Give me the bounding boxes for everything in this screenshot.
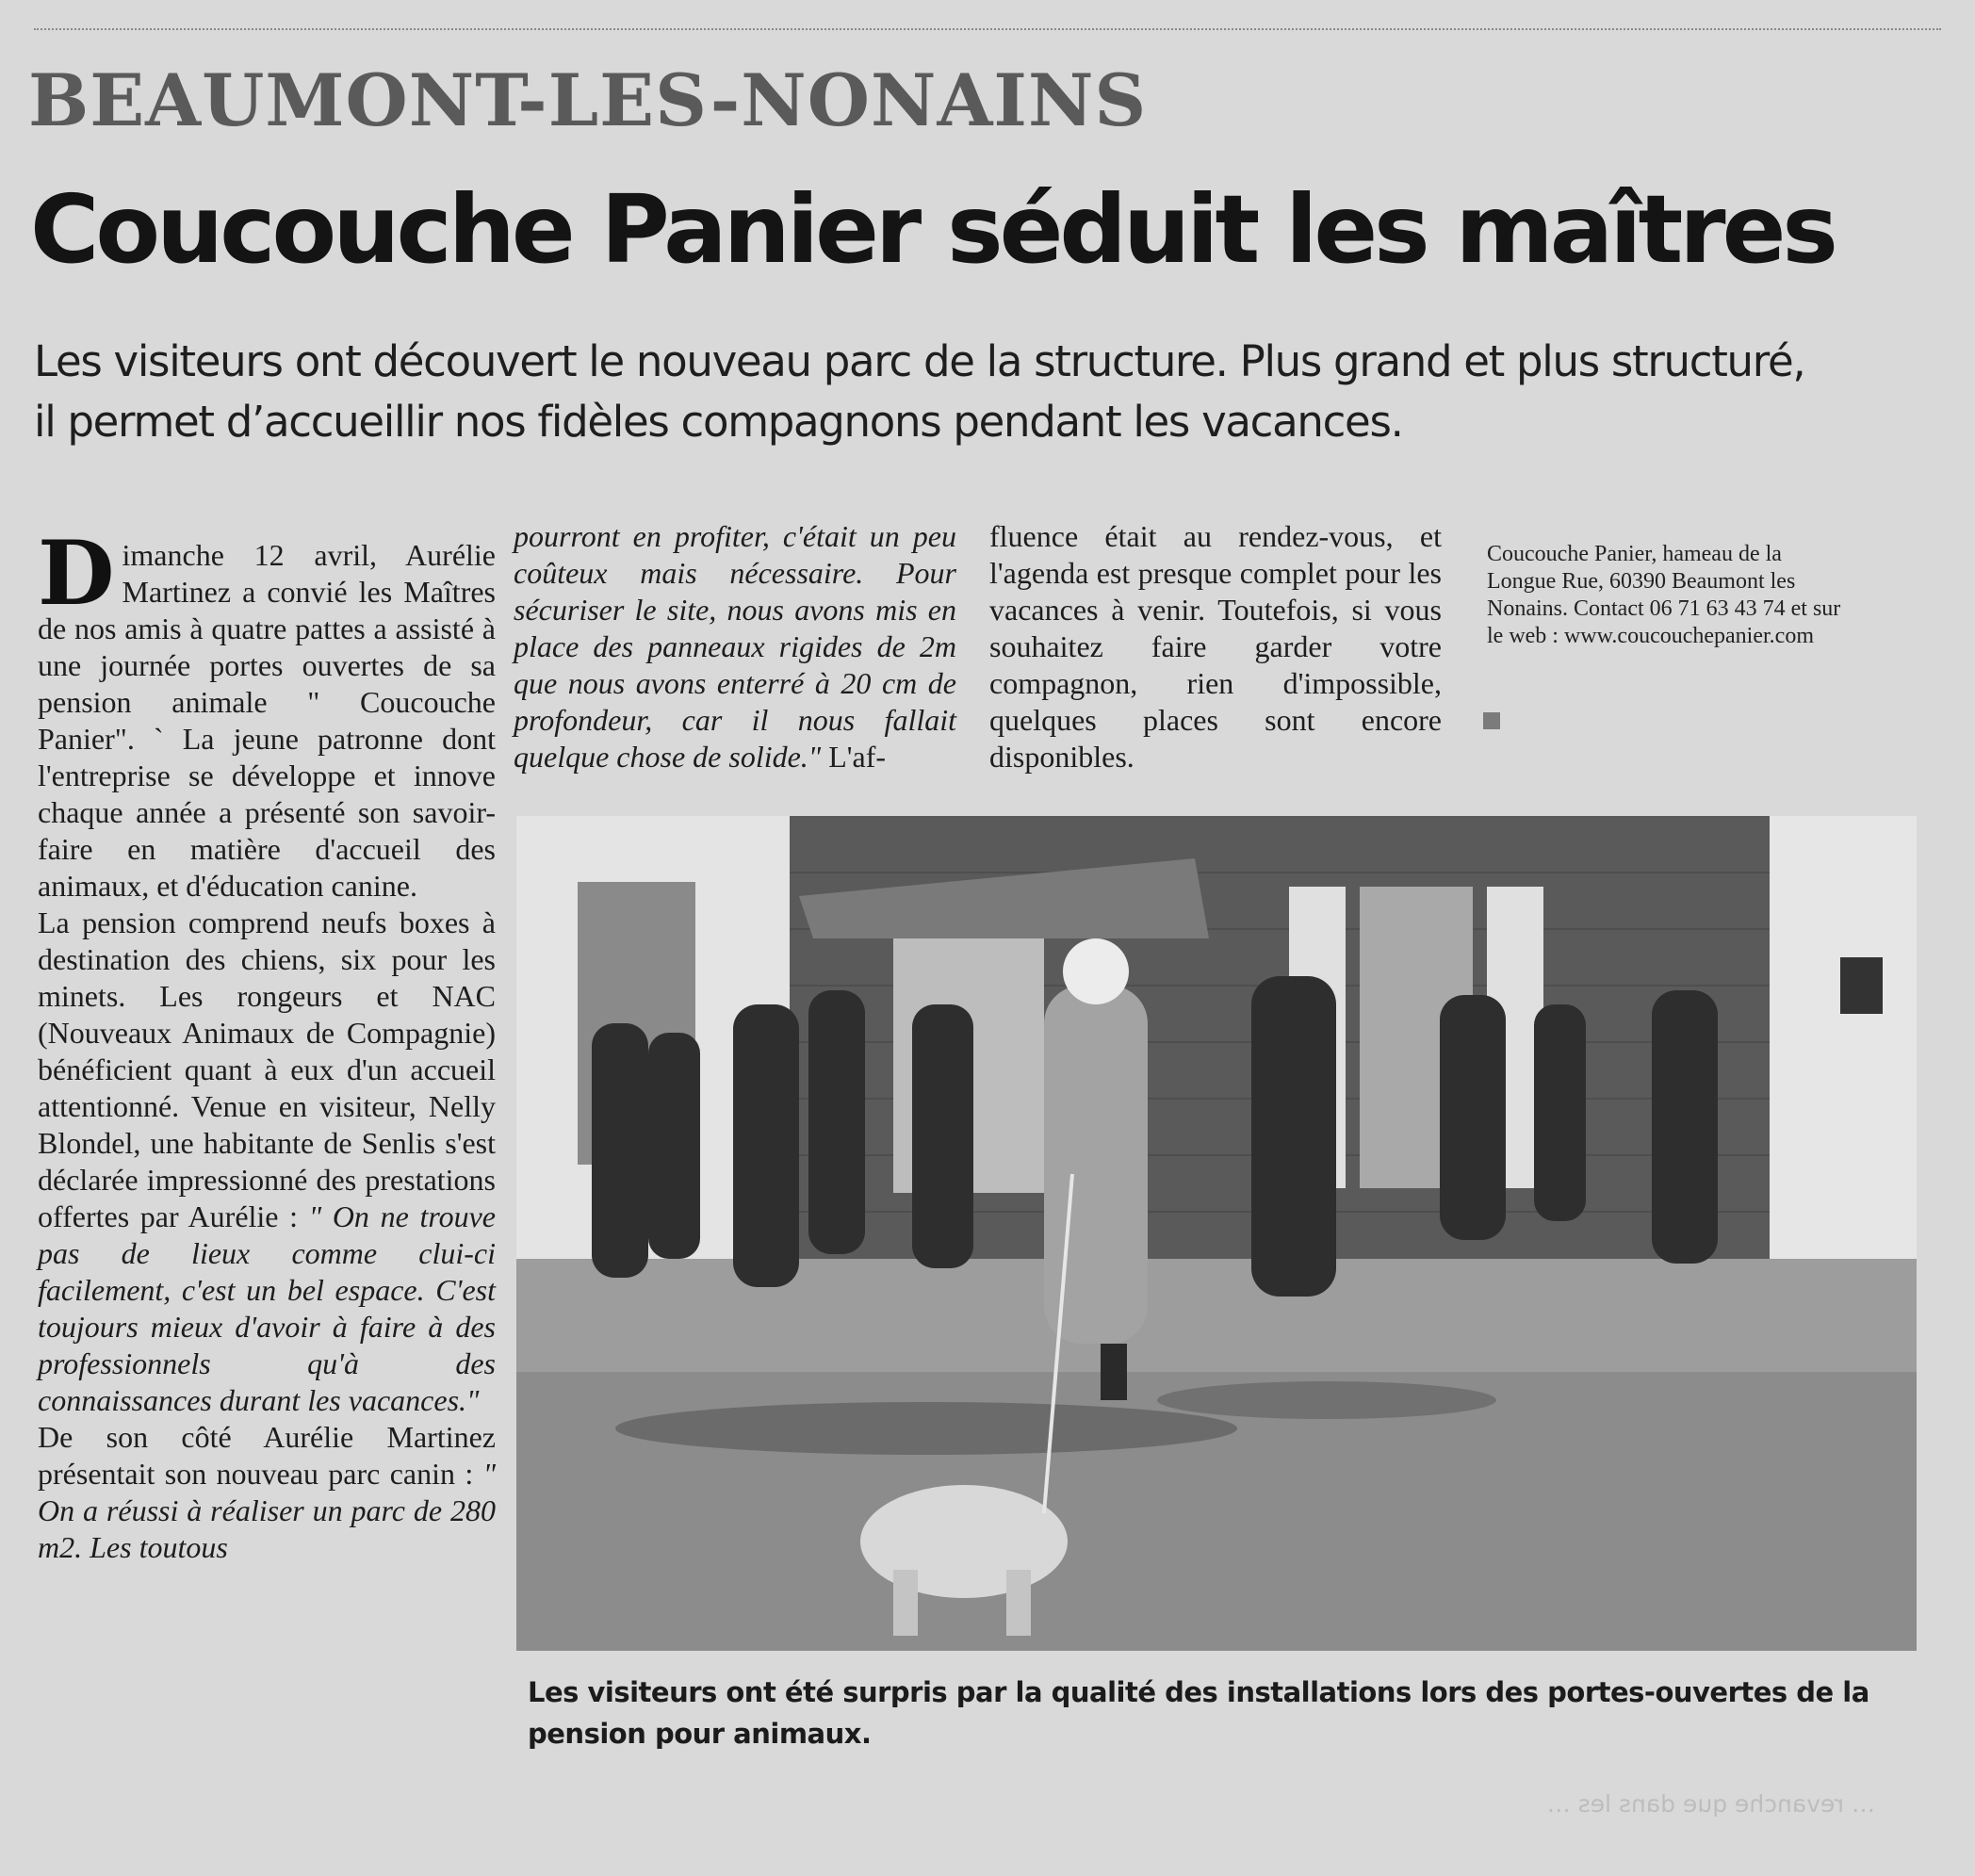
paragraph-text: imanche 12 avril, Aurélie Martinez a convié les Maîtres de nos amis à quatre pattes a assisté à une journée portes ouvertes de sa pension animale " Coucouche Panier". ` La jeune patronne dont l'entreprise se développe et innove chaque année a présenté son savoir-faire en matière d'accueil des animaux, et d'éducation canine. xyxy=(38,538,496,903)
photo-illustration xyxy=(516,816,1917,1651)
quote-text: " On ne trouve pas de lieux comme clui-ci facilement, c'est un bel espace. C'est toujours mieux d'avoir à faire à des professionnels qu'à des connaissances durant les vacances." xyxy=(38,1199,497,1417)
show-through-text: … revanche que dans les … xyxy=(1546,1790,1875,1818)
paragraph xyxy=(38,905,496,1419)
quote-text: pourront en profiter, c'était un peu coûteux mais nécessaire. Pour sécuriser le site, nous avons mis en place des panneaux rigides de 2m que nous avons enterré à 20 cm de profondeur, car il nous fallait quelque chose de solide." xyxy=(514,519,956,774)
standfirst: Les visiteurs ont découvert le nouveau parc de la structure. Plus grand et plus structuré, il permet d’accueillir nos fidèles compagnons pendant les vacances. xyxy=(34,336,1805,447)
section-rubric: BEAUMONT-LES-NONAINS xyxy=(28,58,1148,142)
paragraph-text: La pension comprend neufs boxes à destination des chiens, six pour les minets. Les rongeurs et NAC (Nouveaux Animaux de Compagnie) bénéficient quant à eux d'un accueil attentionné. Venue en visiteur, Nelly Blondel, une habitante de Senlis s'est déclarée impressionné des prestations offertes par Aurélie : xyxy=(38,905,496,1233)
headline: Coucouche Panier séduit les maîtres xyxy=(30,174,1835,285)
article-column-3 xyxy=(989,518,1442,775)
photo-caption: Les visiteurs ont été surpris par la qualité des installations lors des portes-ouvertes de la pension pour animaux. xyxy=(528,1676,1869,1750)
paragraph xyxy=(38,1419,496,1566)
paragraph xyxy=(38,522,496,905)
contact-info: Coucouche Panier, hameau de la Longue Rue, 60390 Beaumont les Nonains. Contact 06 71 63 43 74 et sur le web : www.coucouchepanier.com xyxy=(1487,542,1841,648)
article-photo xyxy=(516,816,1917,1651)
quote-text: " On a réussi à réaliser un parc de 280 m2. Les toutous xyxy=(38,1457,496,1564)
article-column-1 xyxy=(38,522,497,1566)
paragraph-text: fluence était au rendez-vous, et l'agenda est presque complet pour les vacances à venir. Toutefois, si vous souhaitez faire garder votre compagnon, rien d'impossible, quelques places sont encore disponibles. xyxy=(989,519,1442,774)
paragraph-text: L'af- xyxy=(821,740,887,774)
drop-cap: D xyxy=(38,522,115,626)
top-rule xyxy=(34,28,1941,30)
paragraph-text: De son côté Aurélie Martinez présentait son nouveau parc canin : xyxy=(38,1420,496,1491)
article-column-2 xyxy=(514,518,956,775)
paragraph xyxy=(514,518,956,775)
end-of-article-mark xyxy=(1483,712,1500,729)
